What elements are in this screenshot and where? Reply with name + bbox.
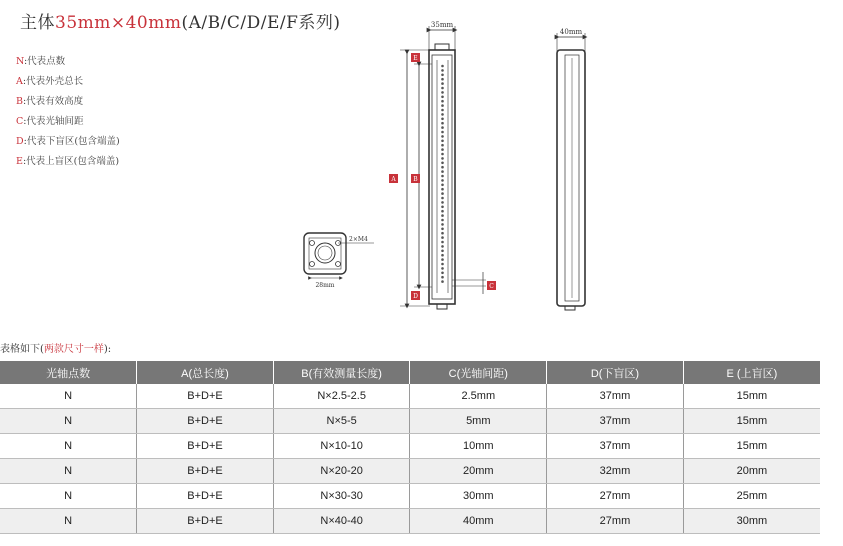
led-dot xyxy=(441,206,444,209)
led-dot xyxy=(441,113,444,116)
side-view xyxy=(557,28,585,310)
led-dot xyxy=(441,272,444,275)
legend-item-a: A:代表外壳总长 xyxy=(16,76,84,87)
led-dot xyxy=(441,276,444,279)
led-dot xyxy=(441,126,444,129)
bolt-label: 2×M4 xyxy=(349,236,368,243)
marker-d xyxy=(411,291,420,300)
table-row: N B+D+E N×40-40 40mm 27mm 30mm xyxy=(0,509,820,534)
bracket-view xyxy=(304,233,374,289)
led-dot xyxy=(441,96,444,99)
led-dot xyxy=(441,201,444,204)
led-dot xyxy=(441,78,444,81)
led-dot xyxy=(441,263,444,266)
svg-text:A: A xyxy=(391,176,396,183)
title-suffix: (A/B/C/D/E/F系列) xyxy=(181,13,341,33)
title-prefix: 主体 xyxy=(20,13,55,33)
led-dot xyxy=(441,241,444,244)
svg-text:B: B xyxy=(413,176,418,183)
led-dot xyxy=(441,192,444,195)
led-dot xyxy=(441,104,444,107)
header-points: 光轴点数 xyxy=(0,361,137,384)
front-view xyxy=(400,21,486,309)
base-width-label: 28mm xyxy=(315,282,335,289)
marker-c xyxy=(487,281,496,290)
led-dot xyxy=(441,228,444,231)
marker-b xyxy=(411,174,420,183)
header-a: A(总长度) xyxy=(137,361,274,384)
front-width-label: 35mm xyxy=(430,21,454,29)
led-dot xyxy=(441,82,444,85)
led-dot xyxy=(441,109,444,112)
led-dot xyxy=(441,280,444,283)
led-dot xyxy=(441,74,444,77)
table-row: N B+D+E N×2.5-2.5 2.5mm 37mm 15mm xyxy=(0,384,820,409)
led-dot xyxy=(441,87,444,90)
title-highlight: 35mm×40mm xyxy=(55,13,182,33)
header-e: E (上盲区) xyxy=(683,361,820,384)
led-dot xyxy=(441,258,444,261)
led-dot xyxy=(441,250,444,253)
led-dot xyxy=(441,100,444,103)
led-dot xyxy=(441,162,444,165)
led-dot xyxy=(441,131,444,134)
led-dot xyxy=(441,122,444,125)
led-dot xyxy=(441,254,444,257)
legend-item-d: D:代表下盲区(包含端盖) xyxy=(16,136,120,147)
led-dot xyxy=(441,166,444,169)
led-dot xyxy=(441,267,444,270)
table-row: N B+D+E N×10-10 10mm 37mm 15mm xyxy=(0,434,820,459)
led-dot xyxy=(441,232,444,235)
legend-item-c: C:代表光轴间距 xyxy=(16,116,84,127)
led-dot xyxy=(441,184,444,187)
led-dot xyxy=(441,140,444,143)
svg-text:C: C xyxy=(489,283,494,290)
led-dot xyxy=(441,144,444,147)
header-d: D(下盲区) xyxy=(547,361,684,384)
led-dot xyxy=(441,65,444,68)
marker-a xyxy=(389,174,398,183)
led-dot xyxy=(441,148,444,151)
led-dot xyxy=(441,219,444,222)
led-dot xyxy=(441,245,444,248)
led-dots xyxy=(441,65,444,283)
led-dot xyxy=(441,223,444,226)
led-dot xyxy=(441,210,444,213)
svg-text:D: D xyxy=(413,293,418,300)
table-header-row xyxy=(0,361,820,384)
legend-item-b: B:代表有效高度 xyxy=(16,96,84,107)
led-dot xyxy=(441,197,444,200)
led-dot xyxy=(441,153,444,156)
led-dot xyxy=(441,188,444,191)
legend-item-n: N:代表点数 xyxy=(16,56,66,67)
svg-text:E: E xyxy=(413,55,418,62)
table-note: 表格如下(两款尺寸一样): xyxy=(0,344,112,355)
led-dot xyxy=(441,236,444,239)
header-c: C(光轴间距) xyxy=(410,361,547,384)
led-dot xyxy=(441,179,444,182)
header-b: B(有效测量长度) xyxy=(273,361,410,384)
table-row: N B+D+E N×20-20 20mm 32mm 20mm xyxy=(0,459,820,484)
led-dot xyxy=(441,118,444,121)
led-dot xyxy=(441,214,444,217)
table-row: N B+D+E N×30-30 30mm 27mm 25mm xyxy=(0,484,820,509)
spec-table xyxy=(0,361,820,534)
led-dot xyxy=(441,170,444,173)
led-dot xyxy=(441,91,444,94)
led-dot xyxy=(441,175,444,178)
led-dot xyxy=(441,157,444,160)
side-width-label: 40mm xyxy=(559,28,583,36)
legend-item-e: E:代表上盲区(包含端盖) xyxy=(16,156,120,167)
table-row: N B+D+E N×5-5 5mm 37mm 15mm xyxy=(0,409,820,434)
led-dot xyxy=(441,69,444,72)
led-dot xyxy=(441,135,444,138)
marker-e xyxy=(411,53,420,62)
